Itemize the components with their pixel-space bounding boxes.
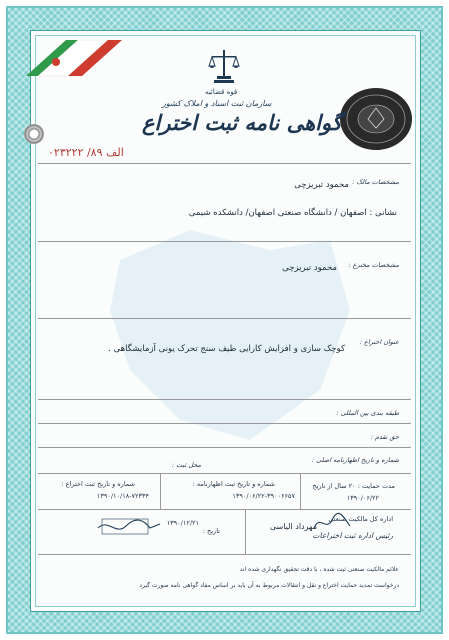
priority-label: حق تقدم : (370, 433, 399, 441)
scales-of-justice-icon (208, 48, 240, 86)
place-label: محل ثبت : (171, 461, 201, 469)
validity-label: مدت حمایت : ۲۰ سال از تاریخ (312, 482, 395, 490)
judiciary-label: قوه قضائیه (205, 88, 238, 96)
owner-address: نشانی : اصفهان / دانشگاه صنعتی اصفهان/ دانشکده شیمی (188, 208, 397, 218)
priority-number-label: شماره و تاریخ اظهارنامه اصلی : (311, 456, 399, 464)
official-seal-stamp (338, 86, 414, 152)
owner-label: مشخصات مالک : (352, 178, 399, 186)
divider-1 (38, 241, 411, 242)
iran-map-watermark (100, 220, 360, 450)
invention-title: کوچک سازی و افزایش کارایی طیف سنج تحرک یونی آزمایشگاهی . (108, 344, 345, 354)
divider-4 (38, 423, 411, 424)
issue-date-label: تاریخ : (202, 527, 220, 535)
divider-2 (38, 318, 411, 319)
inventor-label: مشخصات مخترع : (348, 261, 399, 269)
grommet-hole (24, 124, 44, 144)
certificate-title: گواهی نامه ثبت اختراع (142, 110, 342, 135)
col-divider-1 (160, 473, 161, 509)
serial-number: الف ۸۹/ ۰۲۳۲۲۲ (48, 146, 124, 159)
iran-flag-ribbon (18, 36, 138, 98)
patent-value: ۱۳۹۰/۱۰/۱۸-۷۲۳۳۴ (96, 492, 149, 500)
declaration-label: شماره و تاریخ ثبت اظهارنامه : (192, 480, 275, 488)
authority-name: مهرداد الیاسی (269, 522, 317, 531)
col-divider-2 (300, 473, 301, 509)
patent-label: شماره و تاریخ ثبت اختراع : (61, 480, 135, 488)
declaration-value: ۱۳۹۰/۰۶/۲۲-۳۹۰۰۶۶۵۷ (232, 492, 295, 500)
footnote-2: درخواست تمدید حمایت اختراع و نقل و انتقالات مربوط به آن باید بر اساس مفاد گواهی نامه صورت گیرد (139, 582, 399, 589)
authority-title: رئیس اداره ثبت اختراعات (312, 531, 393, 540)
divider-top (38, 163, 411, 164)
issue-date-value: ۱۳۹۰/۱۲/۲۱ (166, 519, 199, 527)
signature-right (312, 510, 352, 534)
classification-label: طبقه بندی بین المللی : (336, 409, 399, 417)
divider-7 (38, 509, 411, 510)
invention-label: عنوان اختراع : (359, 338, 399, 346)
inventor-name: محمود تبریزچی (282, 263, 337, 273)
authority-line1: اداره کل مالکیت صنعتی (328, 515, 393, 523)
footnote-1: علائم مالکیت صنعتی ثبت شده ، با دقت تحقیق نگهداری شده اند (239, 566, 399, 573)
divider-5 (38, 447, 411, 448)
flag-emblem-icon (52, 58, 60, 66)
validity-date: ۱۳۹۰/۰۶/۲۲ (346, 494, 379, 502)
divider-bottom (38, 554, 411, 555)
divider-6 (38, 473, 411, 474)
owner-name: محمود تبریزچی (294, 180, 349, 190)
divider-3 (38, 399, 411, 400)
signature-left (96, 514, 162, 540)
organization-name: سازمان ثبت اسناد و املاک کشور (162, 99, 272, 108)
col-divider-3 (245, 509, 246, 554)
